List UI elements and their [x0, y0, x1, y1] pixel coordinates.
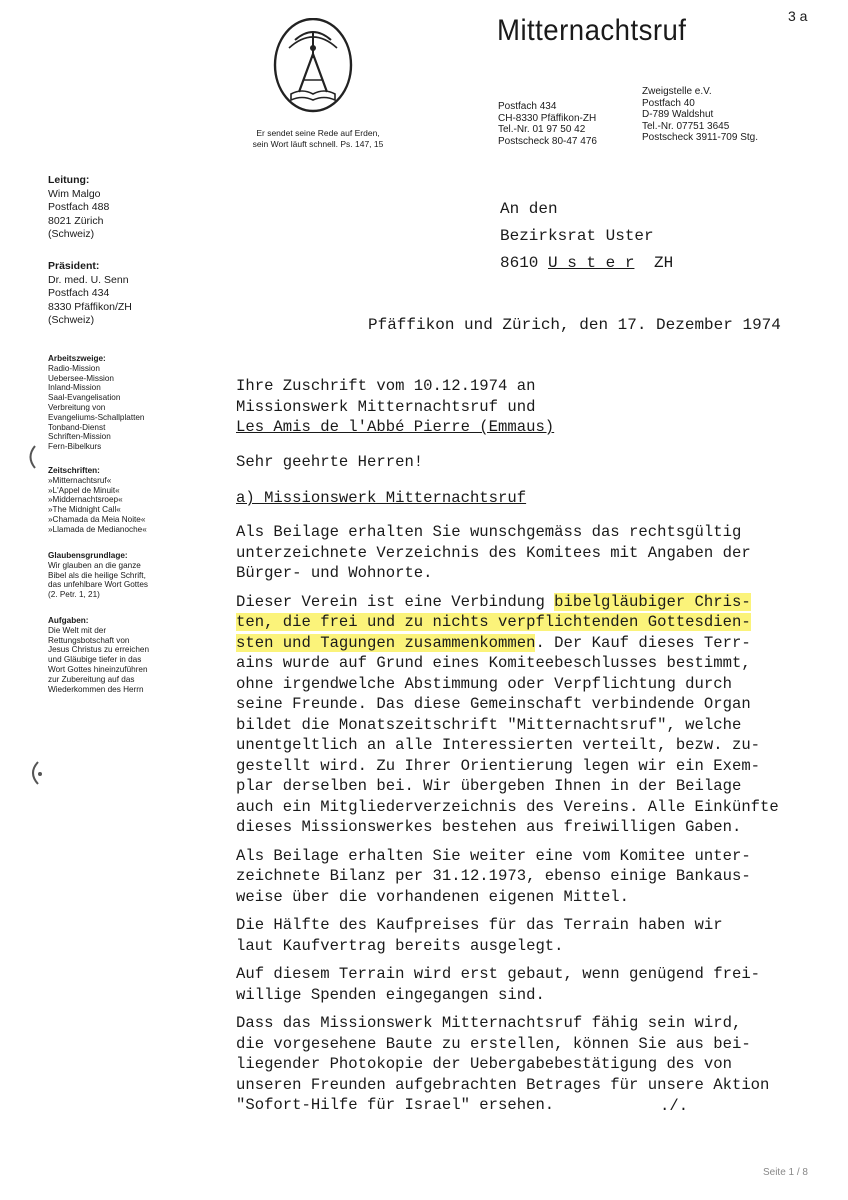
sidebar-line: Postfach 488 — [48, 201, 110, 213]
sidebar-line: Jesus Christus zu erreichen — [48, 645, 150, 655]
brand-title: Mitternachtsruf — [497, 14, 687, 47]
address-ch — [498, 101, 597, 147]
body-line: dieses Missionswerkes bestehen aus freiwilligen Gaben. — [236, 818, 742, 836]
body-line: laut Kaufvertrag bereits ausgelegt. — [236, 936, 564, 955]
recipient-line: Bezirksrat Uster — [500, 227, 654, 245]
continuation-mark: ./. — [660, 1097, 689, 1115]
motto-line: sein Wort läuft schnell. Ps. 147, 15 — [252, 139, 384, 149]
body-line: liegender Photokopie der Uebergabebestätigung des von — [236, 1055, 732, 1073]
body-line: Als Beilage erhalten Sie wunschgemäss das rechtsgültig — [236, 523, 742, 541]
paragraph — [236, 964, 779, 1005]
sidebar-line: Die Welt mit der — [48, 625, 107, 635]
sidebar-aufgaben — [48, 616, 149, 694]
page-code: 3 a — [788, 8, 808, 24]
sidebar-heading: Zeitschriften: — [48, 466, 100, 475]
subject-block — [236, 376, 554, 438]
sidebar-heading: Arbeitszweige: — [48, 354, 106, 363]
body-line: zeichnete Bilanz per 31.12.1973, ebenso einige Bankaus- — [236, 867, 751, 885]
address-line: CH-8330 Pfäffikon-ZH — [498, 112, 597, 124]
body-line: Bürger- und Wohnorte. — [236, 564, 433, 582]
sidebar-arbeitszweige — [48, 354, 144, 452]
address-line: D-789 Waldshut — [642, 109, 714, 120]
body-line: "Sofort-Hilfe für Israel" ersehen. — [236, 1096, 555, 1114]
sidebar-line: »The Midnight Call« — [48, 505, 121, 515]
sidebar-line: Dr. med. U. Senn — [48, 273, 129, 286]
sidebar-line: Rettungsbotschaft von — [48, 635, 130, 645]
body-line: unentgeltlich an alle Interessierten verteilt, bezw. zu- — [236, 736, 761, 754]
sidebar-line: (Schweiz) — [48, 314, 95, 326]
motto-line: Er sendet seine Rede auf Erden, — [256, 128, 380, 138]
body-line: die vorgesehene Baute zu erstellen, können Sie aus bei- — [236, 1034, 751, 1053]
body-line: bildet die Monatszeitschrift "Mitternachtsruf", welche — [236, 715, 742, 734]
paragraph — [236, 522, 779, 584]
highlighted-text: ten, die frei und zu nichts verpflichtenden Gottesdien- — [236, 613, 751, 631]
subject-line: Missionswerk Mitternachtsruf und — [236, 397, 536, 416]
paragraph — [236, 915, 779, 956]
sidebar-line: zur Zubereitung auf das — [48, 674, 135, 684]
paragraph — [236, 846, 779, 908]
body-line — [236, 633, 779, 654]
subject-line: Les Amis de l'Abbé Pierre (Emmaus) — [236, 418, 555, 436]
sidebar-line: »Middernachtsroep« — [48, 495, 123, 505]
recipient-line — [500, 250, 673, 277]
body-text: . Der Kauf dieses Terr- — [535, 633, 751, 652]
sidebar-line: Inland-Mission — [48, 383, 101, 393]
sidebar-line: Verbreitung von — [48, 402, 106, 412]
paragraph — [236, 1013, 779, 1116]
body-line: auch ein Mitgliederverzeichnis des Vereins. Alle Einkünfte — [236, 797, 779, 816]
sidebar-line: Uebersee-Mission — [48, 373, 114, 383]
mitternachtsruf-logo — [255, 18, 375, 118]
body-line: ains wurde auf Grund eines Komiteebeschlusses bestimmt, — [236, 654, 751, 672]
sidebar-line: 8021 Zürich — [48, 214, 104, 227]
section-heading: a) Missionswerk Mitternachtsruf — [236, 489, 527, 507]
subject-line: Ihre Zuschrift vom 10.12.1974 an — [236, 377, 536, 395]
sidebar-leitung — [48, 174, 109, 242]
paragraph — [236, 592, 779, 838]
address-line: Zweigstelle e.V. — [642, 86, 712, 97]
sidebar-heading: Aufgaben: — [48, 616, 89, 625]
body-line: Die Hälfte des Kaufpreises für das Terrain haben wir — [236, 916, 723, 934]
sidebar-line: »Llamada de Medianoche« — [48, 524, 147, 534]
body-line: Als Beilage erhalten Sie weiter eine vom Komitee unter- — [236, 846, 751, 865]
address-line: Postscheck 3911-709 Stg. — [642, 132, 758, 143]
recipient-canton: ZH — [654, 254, 674, 272]
body-line: gestellt wird. Zu Ihrer Orientierung legen wir ein Exem- — [236, 756, 761, 775]
sidebar-heading: Leitung: — [48, 174, 90, 186]
sidebar-line: Wir glauben an die ganze — [48, 560, 141, 570]
sidebar-line: Radio-Mission — [48, 363, 100, 373]
sidebar-heading: Präsident: — [48, 260, 100, 272]
logo-icon — [255, 18, 375, 118]
page-indicator: Seite 1 / 8 — [762, 1167, 808, 1178]
sidebar-line: »L'Appel de Minuit« — [48, 485, 120, 495]
sidebar-line: und Gläubige tiefer in das — [48, 655, 142, 665]
address-line: Postfach 434 — [498, 101, 557, 112]
address-line: Tel.-Nr. 01 97 50 42 — [498, 124, 586, 135]
salutation: Sehr geehrte Herren! — [236, 453, 424, 471]
body-line: Auf diesem Terrain wird erst gebaut, wenn genügend frei- — [236, 965, 761, 983]
sidebar-line: Wiederkommen des Herrn — [48, 684, 144, 694]
body-line: ohne irgendwelche Abstimmung oder Verpflichtung durch — [236, 674, 732, 693]
body-line: willige Spenden eingegangen sind. — [236, 985, 545, 1004]
recipient-postcode: 8610 — [500, 254, 539, 272]
sidebar-line: (Schweiz) — [48, 228, 95, 240]
sidebar-zeitschriften — [48, 466, 147, 535]
sidebar-line: 8330 Pfäffikon/ZH — [48, 300, 132, 313]
sidebar-line: (2. Petr. 1, 21) — [48, 590, 100, 600]
highlighted-text: bibelgläubiger Chris- — [554, 592, 751, 611]
sidebar-line: »Mitternachtsruf« — [48, 475, 112, 485]
punch-hole-mark — [24, 444, 38, 474]
address-line: Postfach 40 — [642, 97, 695, 109]
recipient-block — [500, 196, 673, 277]
date-line: Pfäffikon und Zürich, den 17. Dezember 1974 — [368, 316, 781, 334]
sidebar-line: Saal-Evangelisation — [48, 393, 121, 403]
sidebar-praesident — [48, 260, 132, 328]
sidebar-line: Fern-Bibelkurs — [48, 442, 102, 452]
address-de — [642, 86, 758, 144]
sidebar-line: »Chamada da Meia Noite« — [48, 514, 146, 524]
body-line — [236, 592, 779, 613]
sidebar-line: Tonband-Dienst — [48, 422, 106, 432]
recipient-line: An den — [500, 200, 558, 218]
address-line: Postscheck 80-47 476 — [498, 135, 597, 147]
highlighted-text: sten und Tagungen zusammenkommen — [236, 633, 536, 652]
body-line — [236, 612, 779, 633]
body-line: unterzeichnete Verzeichnis des Komitees mit Angaben der — [236, 543, 751, 562]
punch-hole-mark — [26, 760, 44, 790]
sidebar-line: Schriften-Mission — [48, 432, 111, 442]
body-line: Dass das Missionswerk Mitternachtsruf fähig sein wird, — [236, 1014, 742, 1032]
body-line: weise über die vorhandenen eigenen Mittel. — [236, 887, 630, 906]
sidebar-heading: Glaubensgrundlage: — [48, 551, 128, 560]
sidebar-line: Bibel als die heilige Schrift, — [48, 570, 146, 580]
body-line: seine Freunde. Das diese Gemeinschaft verbindende Organ — [236, 695, 751, 713]
sidebar-glaubensgrundlage — [48, 551, 148, 600]
body-text: Dieser Verein ist eine Verbindung — [236, 592, 555, 611]
body-line: plar derselben bei. Wir übergeben Ihnen in der Beilage — [236, 777, 742, 795]
address-line: Tel.-Nr. 07751 3645 — [642, 120, 730, 132]
logo-motto — [228, 128, 408, 150]
sidebar-line: Evangeliums-Schallplatten — [48, 412, 145, 422]
letter-body — [236, 522, 779, 1124]
sidebar-line: Wim Malgo — [48, 187, 101, 200]
sidebar-line: Wort Gottes hineinzuführen — [48, 664, 148, 674]
sidebar-line: das unfehlbare Wort Gottes — [48, 580, 148, 590]
body-line: unseren Freunden aufgebrachten Betrages für unsere Aktion — [236, 1075, 770, 1094]
sidebar-line: Postfach 434 — [48, 287, 110, 299]
recipient-city: U s t e r — [548, 254, 635, 272]
